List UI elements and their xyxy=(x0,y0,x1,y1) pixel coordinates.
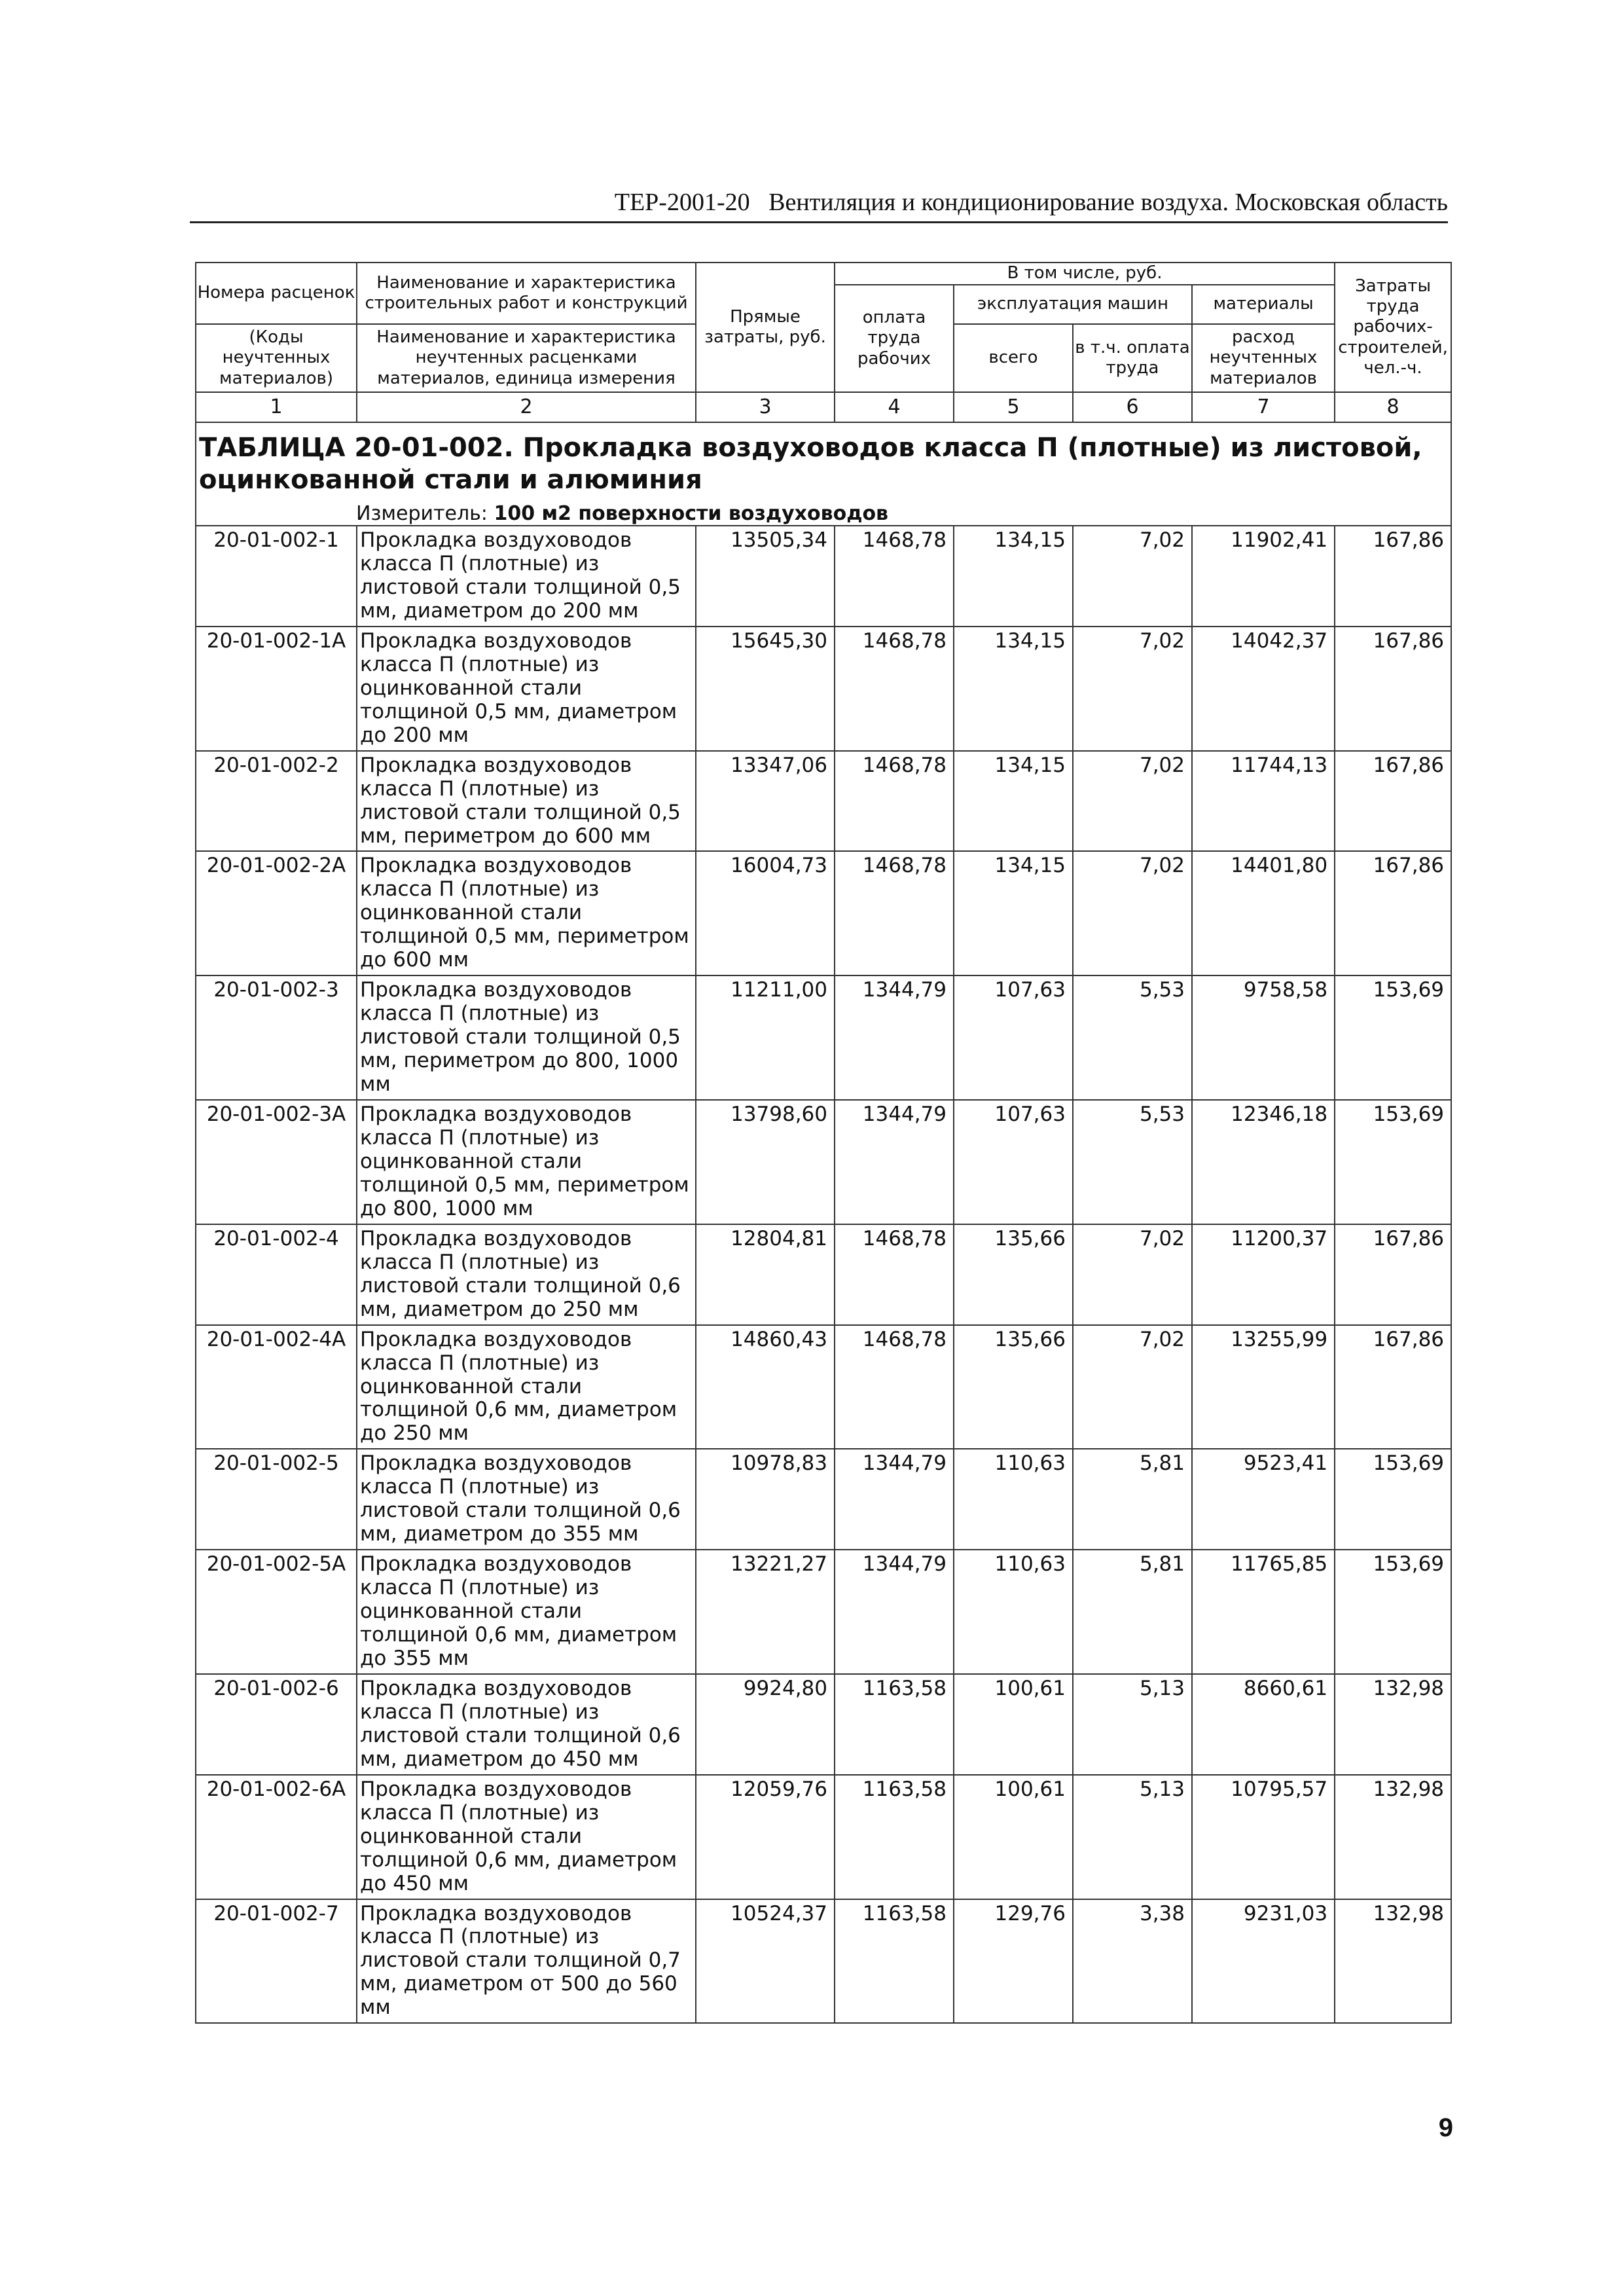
direct-costs-value: 13347,06 xyxy=(696,751,835,852)
direct-costs-value: 11211,00 xyxy=(696,975,835,1100)
wages-value: 1468,78 xyxy=(835,627,954,751)
header-machines-wages: в т.ч. оплата труда xyxy=(1073,324,1192,392)
work-description: Прокладка воздуховодов класса П (плотные) из оцинкованной стали толщиной 0,5 мм, периметром до 800, 1000 мм xyxy=(357,1100,696,1224)
machines-total-value: 134,15 xyxy=(954,526,1073,627)
measure-line xyxy=(196,496,1451,526)
direct-costs-value: 13505,34 xyxy=(696,526,835,627)
materials-value: 8660,61 xyxy=(1192,1674,1335,1775)
table-row xyxy=(196,526,1451,627)
machines-wages-value: 5,13 xyxy=(1073,1775,1192,1899)
materials-value: 11744,13 xyxy=(1192,751,1335,852)
direct-costs-value: 14860,43 xyxy=(696,1325,835,1449)
table-row xyxy=(196,1550,1451,1674)
rate-code: 20-01-002-7 xyxy=(196,1899,357,2024)
machines-total-value: 134,15 xyxy=(954,751,1073,852)
materials-value: 11765,85 xyxy=(1192,1550,1335,1674)
running-header-text: ТЕР-2001-20 Вентиляция и кондиционирование воздуха. Московская область xyxy=(614,189,1448,216)
labor-costs-value: 153,69 xyxy=(1335,975,1451,1100)
labor-costs-value: 132,98 xyxy=(1335,1775,1451,1899)
column-number: 4 xyxy=(835,392,954,422)
rate-code: 20-01-002-5 xyxy=(196,1449,357,1550)
column-number: 2 xyxy=(357,392,696,422)
machines-wages-value: 5,81 xyxy=(1073,1550,1192,1674)
rate-code: 20-01-002-4 xyxy=(196,1224,357,1325)
table-header xyxy=(196,263,1451,526)
direct-costs-value: 10524,37 xyxy=(696,1899,835,2024)
labor-costs-value: 167,86 xyxy=(1335,751,1451,852)
machines-total-value: 134,15 xyxy=(954,851,1073,975)
labor-costs-value: 132,98 xyxy=(1335,1674,1451,1775)
materials-value: 9231,03 xyxy=(1192,1899,1335,2024)
table-row xyxy=(196,1775,1451,1899)
running-header xyxy=(190,183,1448,223)
wages-value: 1468,78 xyxy=(835,751,954,852)
header-wages: оплата труда рабочих xyxy=(835,285,954,392)
wages-value: 1468,78 xyxy=(835,1224,954,1325)
wages-value: 1468,78 xyxy=(835,1325,954,1449)
machines-wages-value: 7,02 xyxy=(1073,627,1192,751)
column-number: 8 xyxy=(1335,392,1451,422)
labor-costs-value: 167,86 xyxy=(1335,526,1451,627)
wages-value: 1468,78 xyxy=(835,526,954,627)
machines-wages-value: 7,02 xyxy=(1073,1325,1192,1449)
wages-value: 1344,79 xyxy=(835,1100,954,1224)
header-including: В том числе, руб. xyxy=(835,263,1335,285)
table-row xyxy=(196,1325,1451,1449)
materials-value: 9523,41 xyxy=(1192,1449,1335,1550)
work-description: Прокладка воздуховодов класса П (плотные) из листовой стали толщиной 0,5 мм, периметром до 800, 1000 мм xyxy=(357,975,696,1100)
wages-value: 1163,58 xyxy=(835,1674,954,1775)
work-description: Прокладка воздуховодов класса П (плотные) из листовой стали толщиной 0,5 мм, диаметром до 200 мм xyxy=(357,526,696,627)
table-title-block xyxy=(196,422,1451,526)
header-machines: эксплуатация машин xyxy=(954,285,1192,324)
machines-total-value: 107,63 xyxy=(954,975,1073,1100)
table-row xyxy=(196,1449,1451,1550)
direct-costs-value: 13798,60 xyxy=(696,1100,835,1224)
rate-code: 20-01-002-3А xyxy=(196,1100,357,1224)
machines-wages-value: 7,02 xyxy=(1073,851,1192,975)
machines-total-value: 110,63 xyxy=(954,1550,1073,1674)
rate-code: 20-01-002-1 xyxy=(196,526,357,627)
header-name-bottom: Наименование и характеристика неучтенных расценками материалов, единица измерения xyxy=(357,324,696,392)
materials-value: 11902,41 xyxy=(1192,526,1335,627)
header-machines-total: всего xyxy=(954,324,1073,392)
direct-costs-value: 10978,83 xyxy=(696,1449,835,1550)
wages-value: 1344,79 xyxy=(835,1449,954,1550)
materials-value: 9758,58 xyxy=(1192,975,1335,1100)
header-name-top: Наименование и характеристика строительных работ и конструкций xyxy=(357,263,696,324)
table-row xyxy=(196,1674,1451,1775)
wages-value: 1344,79 xyxy=(835,975,954,1100)
machines-wages-value: 5,81 xyxy=(1073,1449,1192,1550)
wages-value: 1468,78 xyxy=(835,851,954,975)
work-description: Прокладка воздуховодов класса П (плотные) из оцинкованной стали толщиной 0,5 мм, диаметром до 200 мм xyxy=(357,627,696,751)
machines-wages-value: 7,02 xyxy=(1073,1224,1192,1325)
table-row xyxy=(196,975,1451,1100)
materials-value: 10795,57 xyxy=(1192,1775,1335,1899)
machines-total-value: 135,66 xyxy=(954,1224,1073,1325)
labor-costs-value: 132,98 xyxy=(1335,1899,1451,2024)
labor-costs-value: 167,86 xyxy=(1335,627,1451,751)
work-description: Прокладка воздуховодов класса П (плотные) из оцинкованной стали толщиной 0,6 мм, диаметром до 250 мм xyxy=(357,1325,696,1449)
materials-value: 14042,37 xyxy=(1192,627,1335,751)
machines-total-value: 134,15 xyxy=(954,627,1073,751)
table-title: ТАБЛИЦА 20-01-002. Прокладка воздуховодов класса П (плотные) из листовой, оцинкованной стали и алюминия xyxy=(199,433,1422,495)
machines-wages-value: 7,02 xyxy=(1073,526,1192,627)
column-number: 1 xyxy=(196,392,357,422)
machines-wages-value: 3,38 xyxy=(1073,1899,1192,2024)
rate-code: 20-01-002-5А xyxy=(196,1550,357,1674)
column-number: 6 xyxy=(1073,392,1192,422)
rate-code: 20-01-002-4А xyxy=(196,1325,357,1449)
rate-code: 20-01-002-6 xyxy=(196,1674,357,1775)
table-row xyxy=(196,1899,1451,2024)
direct-costs-value: 15645,30 xyxy=(696,627,835,751)
work-description: Прокладка воздуховодов класса П (плотные) из листовой стали толщиной 0,5 мм, периметром до 600 мм xyxy=(357,751,696,852)
table-row xyxy=(196,851,1451,975)
labor-costs-value: 153,69 xyxy=(1335,1550,1451,1674)
machines-wages-value: 5,53 xyxy=(1073,975,1192,1100)
machines-total-value: 110,63 xyxy=(954,1449,1073,1550)
rate-code: 20-01-002-6А xyxy=(196,1775,357,1899)
direct-costs-value: 13221,27 xyxy=(696,1550,835,1674)
direct-costs-value: 16004,73 xyxy=(696,851,835,975)
table-body xyxy=(196,526,1451,2023)
wages-value: 1163,58 xyxy=(835,1899,954,2024)
table-row xyxy=(196,751,1451,852)
rate-code: 20-01-002-2 xyxy=(196,751,357,852)
work-description: Прокладка воздуховодов класса П (плотные) из оцинкованной стали толщиной 0,6 мм, диаметром до 450 мм xyxy=(357,1775,696,1899)
measure-label: Измеритель: xyxy=(356,501,488,525)
wages-value: 1163,58 xyxy=(835,1775,954,1899)
machines-wages-value: 5,13 xyxy=(1073,1674,1192,1775)
work-description: Прокладка воздуховодов класса П (плотные) из листовой стали толщиной 0,6 мм, диаметром до 450 мм xyxy=(357,1674,696,1775)
table-row xyxy=(196,627,1451,751)
direct-costs-value: 9924,80 xyxy=(696,1674,835,1775)
table-row xyxy=(196,1100,1451,1224)
labor-costs-value: 167,86 xyxy=(1335,1325,1451,1449)
rate-code: 20-01-002-3 xyxy=(196,975,357,1100)
labor-costs-value: 167,86 xyxy=(1335,1224,1451,1325)
machines-total-value: 100,61 xyxy=(954,1674,1073,1775)
header-materials-consumption: расход неучтенных материалов xyxy=(1192,324,1335,392)
direct-costs-value: 12059,76 xyxy=(696,1775,835,1899)
labor-costs-value: 167,86 xyxy=(1335,851,1451,975)
column-number: 5 xyxy=(954,392,1073,422)
header-materials: материалы xyxy=(1192,285,1335,324)
column-number: 7 xyxy=(1192,392,1335,422)
machines-total-value: 129,76 xyxy=(954,1899,1073,2024)
work-description: Прокладка воздуховодов класса П (плотные) из листовой стали толщиной 0,6 мм, диаметром до 250 мм xyxy=(357,1224,696,1325)
rate-code: 20-01-002-2А xyxy=(196,851,357,975)
machines-wages-value: 5,53 xyxy=(1073,1100,1192,1224)
work-description: Прокладка воздуховодов класса П (плотные) из оцинкованной стали толщиной 0,5 мм, периметром до 600 мм xyxy=(357,851,696,975)
labor-costs-value: 153,69 xyxy=(1335,1100,1451,1224)
materials-value: 11200,37 xyxy=(1192,1224,1335,1325)
page-number: 9 xyxy=(1438,2113,1453,2142)
materials-value: 13255,99 xyxy=(1192,1325,1335,1449)
column-number: 3 xyxy=(696,392,835,422)
labor-costs-value: 153,69 xyxy=(1335,1449,1451,1550)
header-direct-costs: Прямые затраты, руб. xyxy=(696,263,835,392)
measure-value: 100 м2 поверхности воздуховодов xyxy=(494,501,889,525)
work-description: Прокладка воздуховодов класса П (плотные) из оцинкованной стали толщиной 0,6 мм, диаметром до 355 мм xyxy=(357,1550,696,1674)
header-code-bottom: (Коды неучтенных материалов) xyxy=(196,324,357,392)
machines-wages-value: 7,02 xyxy=(1073,751,1192,852)
materials-value: 12346,18 xyxy=(1192,1100,1335,1224)
machines-total-value: 100,61 xyxy=(954,1775,1073,1899)
machines-total-value: 135,66 xyxy=(954,1325,1073,1449)
work-description: Прокладка воздуховодов класса П (плотные) из листовой стали толщиной 0,6 мм, диаметром до 355 мм xyxy=(357,1449,696,1550)
rate-code: 20-01-002-1А xyxy=(196,627,357,751)
machines-total-value: 107,63 xyxy=(954,1100,1073,1224)
table-row xyxy=(196,1224,1451,1325)
header-code-top: Номера расценок xyxy=(196,263,357,324)
wages-value: 1344,79 xyxy=(835,1550,954,1674)
work-description: Прокладка воздуховодов класса П (плотные) из листовой стали толщиной 0,7 мм, диаметром от 500 до 560 мм xyxy=(357,1899,696,2024)
materials-value: 14401,80 xyxy=(1192,851,1335,975)
rates-table xyxy=(195,262,1452,2024)
header-labor-costs: Затраты труда рабочих-строителей, чел.-ч. xyxy=(1335,263,1451,392)
direct-costs-value: 12804,81 xyxy=(696,1224,835,1325)
